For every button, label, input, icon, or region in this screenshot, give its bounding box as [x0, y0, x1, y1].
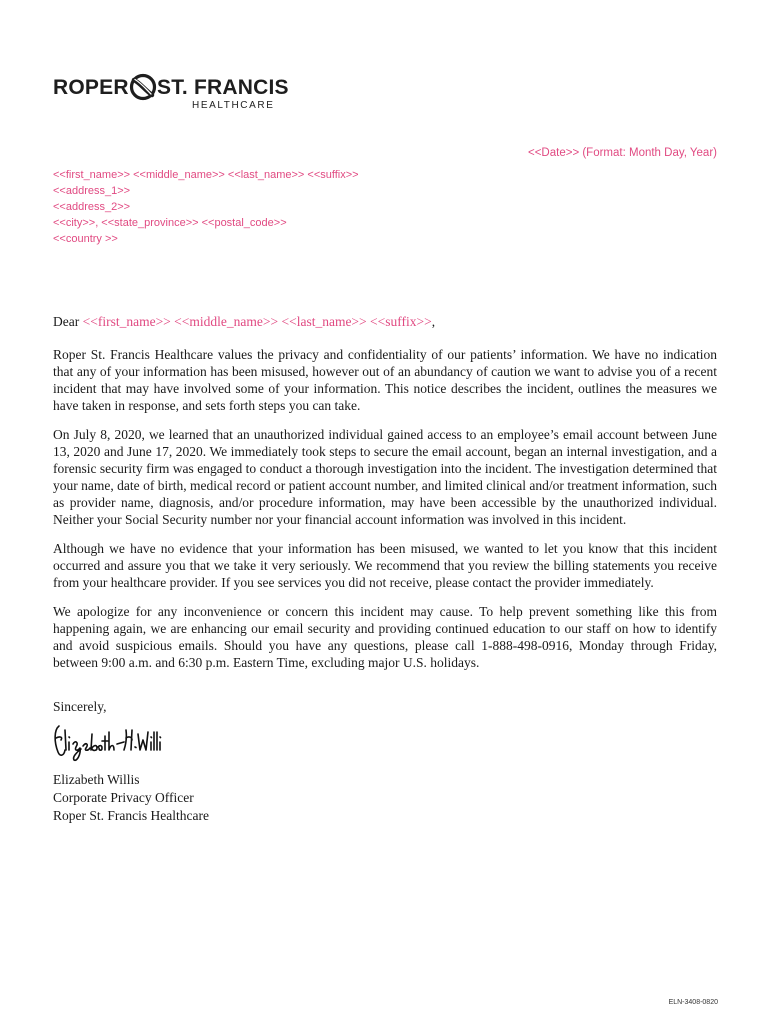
recipient-address-block	[53, 167, 359, 247]
logo-subtitle: HEALTHCARE	[192, 100, 275, 111]
salutation-prefix: Dear	[53, 314, 83, 329]
address-line-country: <<country >>	[53, 233, 118, 245]
company-logo	[53, 72, 293, 114]
paragraph-recommendation: Although we have no evidence that your information has been misused, we wanted to let you know that this incident occurred and assure you that we take it very seriously. We recommend that you review the billing statements you receive from your healthcare provider. If you see services you did not receive, please contact the provider immediately.	[53, 541, 717, 590]
signer-name: Elizabeth Willis	[53, 772, 140, 787]
logo-wordmark-right: ST. FRANCIS	[157, 76, 289, 99]
salutation-comma: ,	[431, 314, 436, 329]
paragraph-apology-contact: We apologize for any inconvenience or concern this incident may cause. To help prevent something like this from happening again, we are enhancing our email security and providing continued education to our staff on how to identify and avoid suspicious emails. Should you have any questions, please call 1-888-498-0916, Monday through Friday, between 9:00 a.m. and 6:30 p.m. Eastern Time, excluding major U.S. holidays.	[53, 604, 717, 670]
handwritten-signature-icon	[50, 720, 162, 766]
salutation	[53, 314, 435, 330]
paragraph-incident-details: On July 8, 2020, we learned that an unauthorized individual gained access to an employee’s email account between June 13, 2020 and June 17, 2020. We immediately took steps to secure the email account, began an internal investigation, and a forensic security firm was engaged to conduct a thorough investigation into the incident. The investigation determined that your name, date of birth, medical record or patient account number, and limited clinical and/or treatment information, such as provider name, diagnosis, and/or procedure information, may have been accessible by the unauthorized individual. Neither your Social Security number nor your financial account information was involved in this incident.	[53, 427, 717, 527]
signer-block	[53, 771, 209, 825]
logo-wordmark-left: ROPER	[53, 76, 129, 99]
letter-body	[53, 346, 717, 683]
signer-organization: Roper St. Francis Healthcare	[53, 808, 209, 823]
address-line-name: <<first_name>> <<middle_name>> <<last_name>> <<suffix>>	[53, 169, 359, 181]
document-code: ELN-3408-0820	[668, 999, 718, 1006]
address-line-city: <<city>>, <<state_province>> <<postal_code>>	[53, 217, 287, 229]
address-line-1: <<address_1>>	[53, 185, 131, 197]
closing: Sincerely,	[53, 699, 107, 714]
signer-title: Corporate Privacy Officer	[53, 790, 194, 805]
paragraph-privacy-notice: Roper St. Francis Healthcare values the privacy and confidentiality of our patients’ information. We have no indication that any of your information has been misused, however out of an abundancy of caution we want to advise you of a recent incident that may have involved some of your information. This notice describes the incident, outlines the measures we have taken in response, and sets forth steps you can take.	[53, 347, 717, 413]
date-placeholder: <<Date>> (Format: Month Day, Year)	[528, 147, 717, 159]
address-line-2: <<address_2>>	[53, 201, 131, 213]
salutation-name-placeholder: <<first_name>> <<middle_name>> <<last_name>> <<suffix>>	[82, 314, 432, 329]
seal-swoosh-icon	[129, 72, 157, 102]
